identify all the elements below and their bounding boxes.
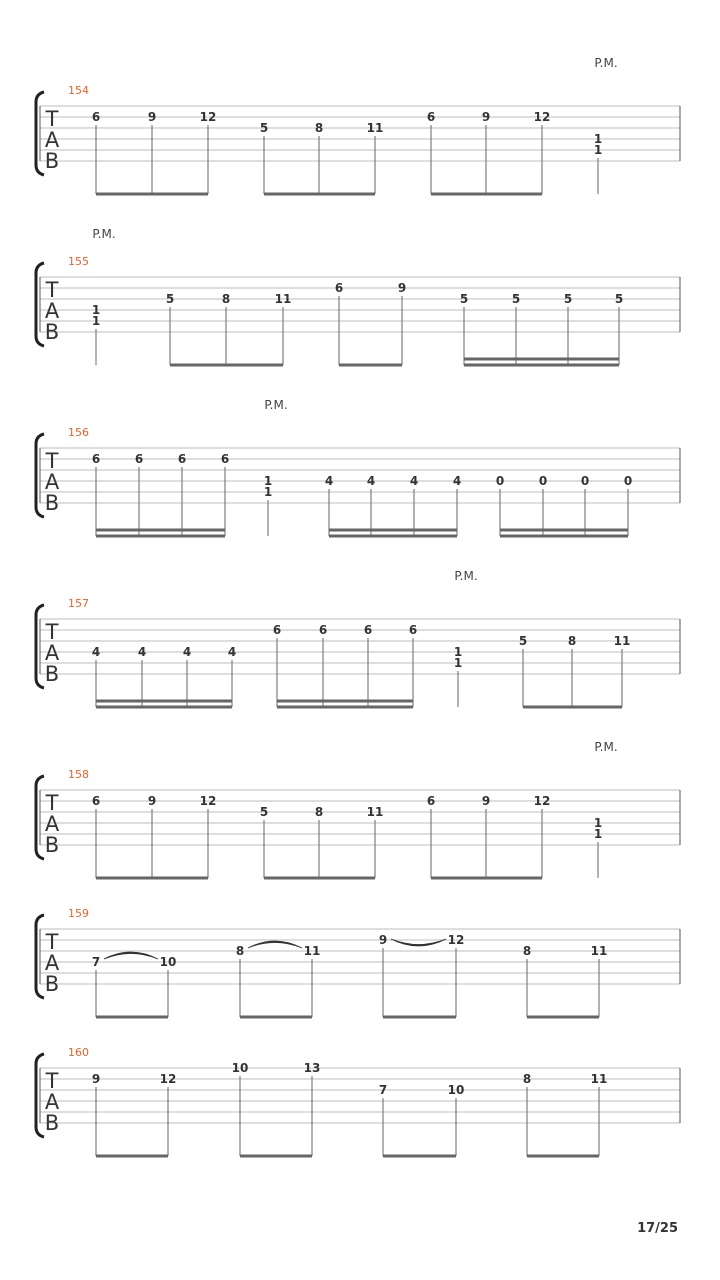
fret-number: 8 (314, 805, 324, 819)
fret-number: 5 (459, 292, 469, 306)
fret-number: 5 (259, 805, 269, 819)
tab-clef-letter: B (44, 491, 60, 515)
fret-number: 0 (538, 474, 548, 488)
fret-number: 1 (453, 656, 463, 670)
fret-number: 5 (165, 292, 175, 306)
fret-number: 1 (91, 314, 101, 328)
fret-number: 6 (426, 110, 436, 124)
fret-number: 9 (481, 794, 491, 808)
fret-number: 7 (378, 1083, 388, 1097)
fret-number: 13 (303, 1061, 321, 1075)
tab-clef-letter: A (44, 470, 60, 494)
tab-clef-letter: A (44, 299, 60, 323)
fret-number: 12 (533, 110, 551, 124)
tab-clef-letter: A (44, 951, 60, 975)
measure-number: 158 (68, 768, 89, 781)
fret-number: 9 (147, 110, 157, 124)
fret-number: 8 (235, 944, 245, 958)
tab-system (36, 398, 680, 536)
fret-number: 4 (409, 474, 419, 488)
fret-number: 6 (91, 452, 101, 466)
palm-mute-marking: P.M. (92, 227, 116, 241)
fret-number: 12 (199, 110, 217, 124)
fret-number: 11 (366, 121, 384, 135)
fret-number: 11 (274, 292, 292, 306)
fret-number: 12 (159, 1072, 177, 1086)
fret-number: 1 (593, 132, 603, 146)
tab-clef-letter: B (44, 662, 60, 686)
fret-number: 1 (453, 645, 463, 659)
fret-number: 5 (563, 292, 573, 306)
tab-clef-letter: B (44, 320, 60, 344)
tab-clef-letter: T (45, 107, 59, 131)
fret-number: 1 (593, 816, 603, 830)
palm-mute-marking: P.M. (264, 398, 288, 412)
fret-number: 6 (318, 623, 328, 637)
fret-number: 1 (263, 485, 273, 499)
fret-number: 9 (378, 933, 388, 947)
fret-number: 4 (324, 474, 334, 488)
fret-number: 9 (481, 110, 491, 124)
fret-number: 0 (495, 474, 505, 488)
fret-number: 4 (91, 645, 101, 659)
fret-number: 1 (263, 474, 273, 488)
fret-number: 4 (452, 474, 462, 488)
fret-number: 5 (614, 292, 624, 306)
page-number: 17/25 (637, 1221, 678, 1236)
fret-number: 11 (590, 944, 608, 958)
tab-clef-letter: T (45, 449, 59, 473)
palm-mute-marking: P.M. (594, 56, 618, 70)
fret-number: 8 (567, 634, 577, 648)
fret-number: 4 (227, 645, 237, 659)
tab-clef-letter: B (44, 149, 60, 173)
fret-number: 8 (522, 944, 532, 958)
fret-number: 1 (593, 827, 603, 841)
fret-number: 4 (182, 645, 192, 659)
fret-number: 6 (177, 452, 187, 466)
fret-number: 6 (408, 623, 418, 637)
fret-number: 12 (447, 933, 465, 947)
tab-clef-letter: A (44, 641, 60, 665)
tab-clef-letter: B (44, 833, 60, 857)
fret-number: 6 (91, 110, 101, 124)
fret-number: 5 (518, 634, 528, 648)
tab-clef-letter: A (44, 1090, 60, 1114)
tab-system (36, 569, 680, 707)
tab-system (36, 907, 680, 1017)
fret-number: 11 (590, 1072, 608, 1086)
palm-mute-marking: P.M. (594, 740, 618, 754)
tab-clef-letter: T (45, 1069, 59, 1093)
fret-number: 12 (533, 794, 551, 808)
fret-number: 0 (580, 474, 590, 488)
tab-clef-letter: T (45, 620, 59, 644)
fret-number: 11 (613, 634, 631, 648)
measure-number: 160 (68, 1046, 89, 1059)
fret-number: 7 (91, 955, 101, 969)
measure-number: 156 (68, 426, 89, 439)
fret-number: 10 (231, 1061, 249, 1075)
measure-number: 157 (68, 597, 89, 610)
fret-number: 9 (147, 794, 157, 808)
tab-clef-letter: B (44, 972, 60, 996)
fret-number: 1 (593, 143, 603, 157)
palm-mute-marking: P.M. (454, 569, 478, 583)
measure-number: 154 (68, 84, 89, 97)
fret-number: 10 (159, 955, 177, 969)
fret-number: 6 (426, 794, 436, 808)
tab-clef-letter: A (44, 128, 60, 152)
fret-number: 10 (447, 1083, 465, 1097)
fret-number: 6 (134, 452, 144, 466)
tab-system (36, 227, 680, 365)
fret-number: 6 (363, 623, 373, 637)
tab-system (36, 56, 680, 194)
fret-number: 11 (303, 944, 321, 958)
tab-system (36, 740, 680, 878)
fret-number: 6 (91, 794, 101, 808)
fret-number: 5 (259, 121, 269, 135)
fret-number: 9 (397, 281, 407, 295)
fret-number: 4 (366, 474, 376, 488)
fret-number: 8 (314, 121, 324, 135)
fret-number: 6 (220, 452, 230, 466)
slur-tie (104, 952, 158, 959)
slur-tie (248, 941, 302, 948)
fret-number: 8 (522, 1072, 532, 1086)
tab-clef-letter: B (44, 1111, 60, 1135)
fret-number: 12 (199, 794, 217, 808)
measure-number: 155 (68, 255, 89, 268)
fret-number: 4 (137, 645, 147, 659)
measure-number: 159 (68, 907, 89, 920)
fret-number: 0 (623, 474, 633, 488)
tab-clef-letter: A (44, 812, 60, 836)
fret-number: 1 (91, 303, 101, 317)
fret-number: 9 (91, 1072, 101, 1086)
tab-clef-letter: T (45, 278, 59, 302)
fret-number: 6 (334, 281, 344, 295)
tab-clef-letter: T (45, 930, 59, 954)
fret-number: 11 (366, 805, 384, 819)
fret-number: 8 (221, 292, 231, 306)
fret-number: 6 (272, 623, 282, 637)
fret-number: 5 (511, 292, 521, 306)
tab-system (36, 1046, 680, 1156)
tab-clef-letter: T (45, 791, 59, 815)
